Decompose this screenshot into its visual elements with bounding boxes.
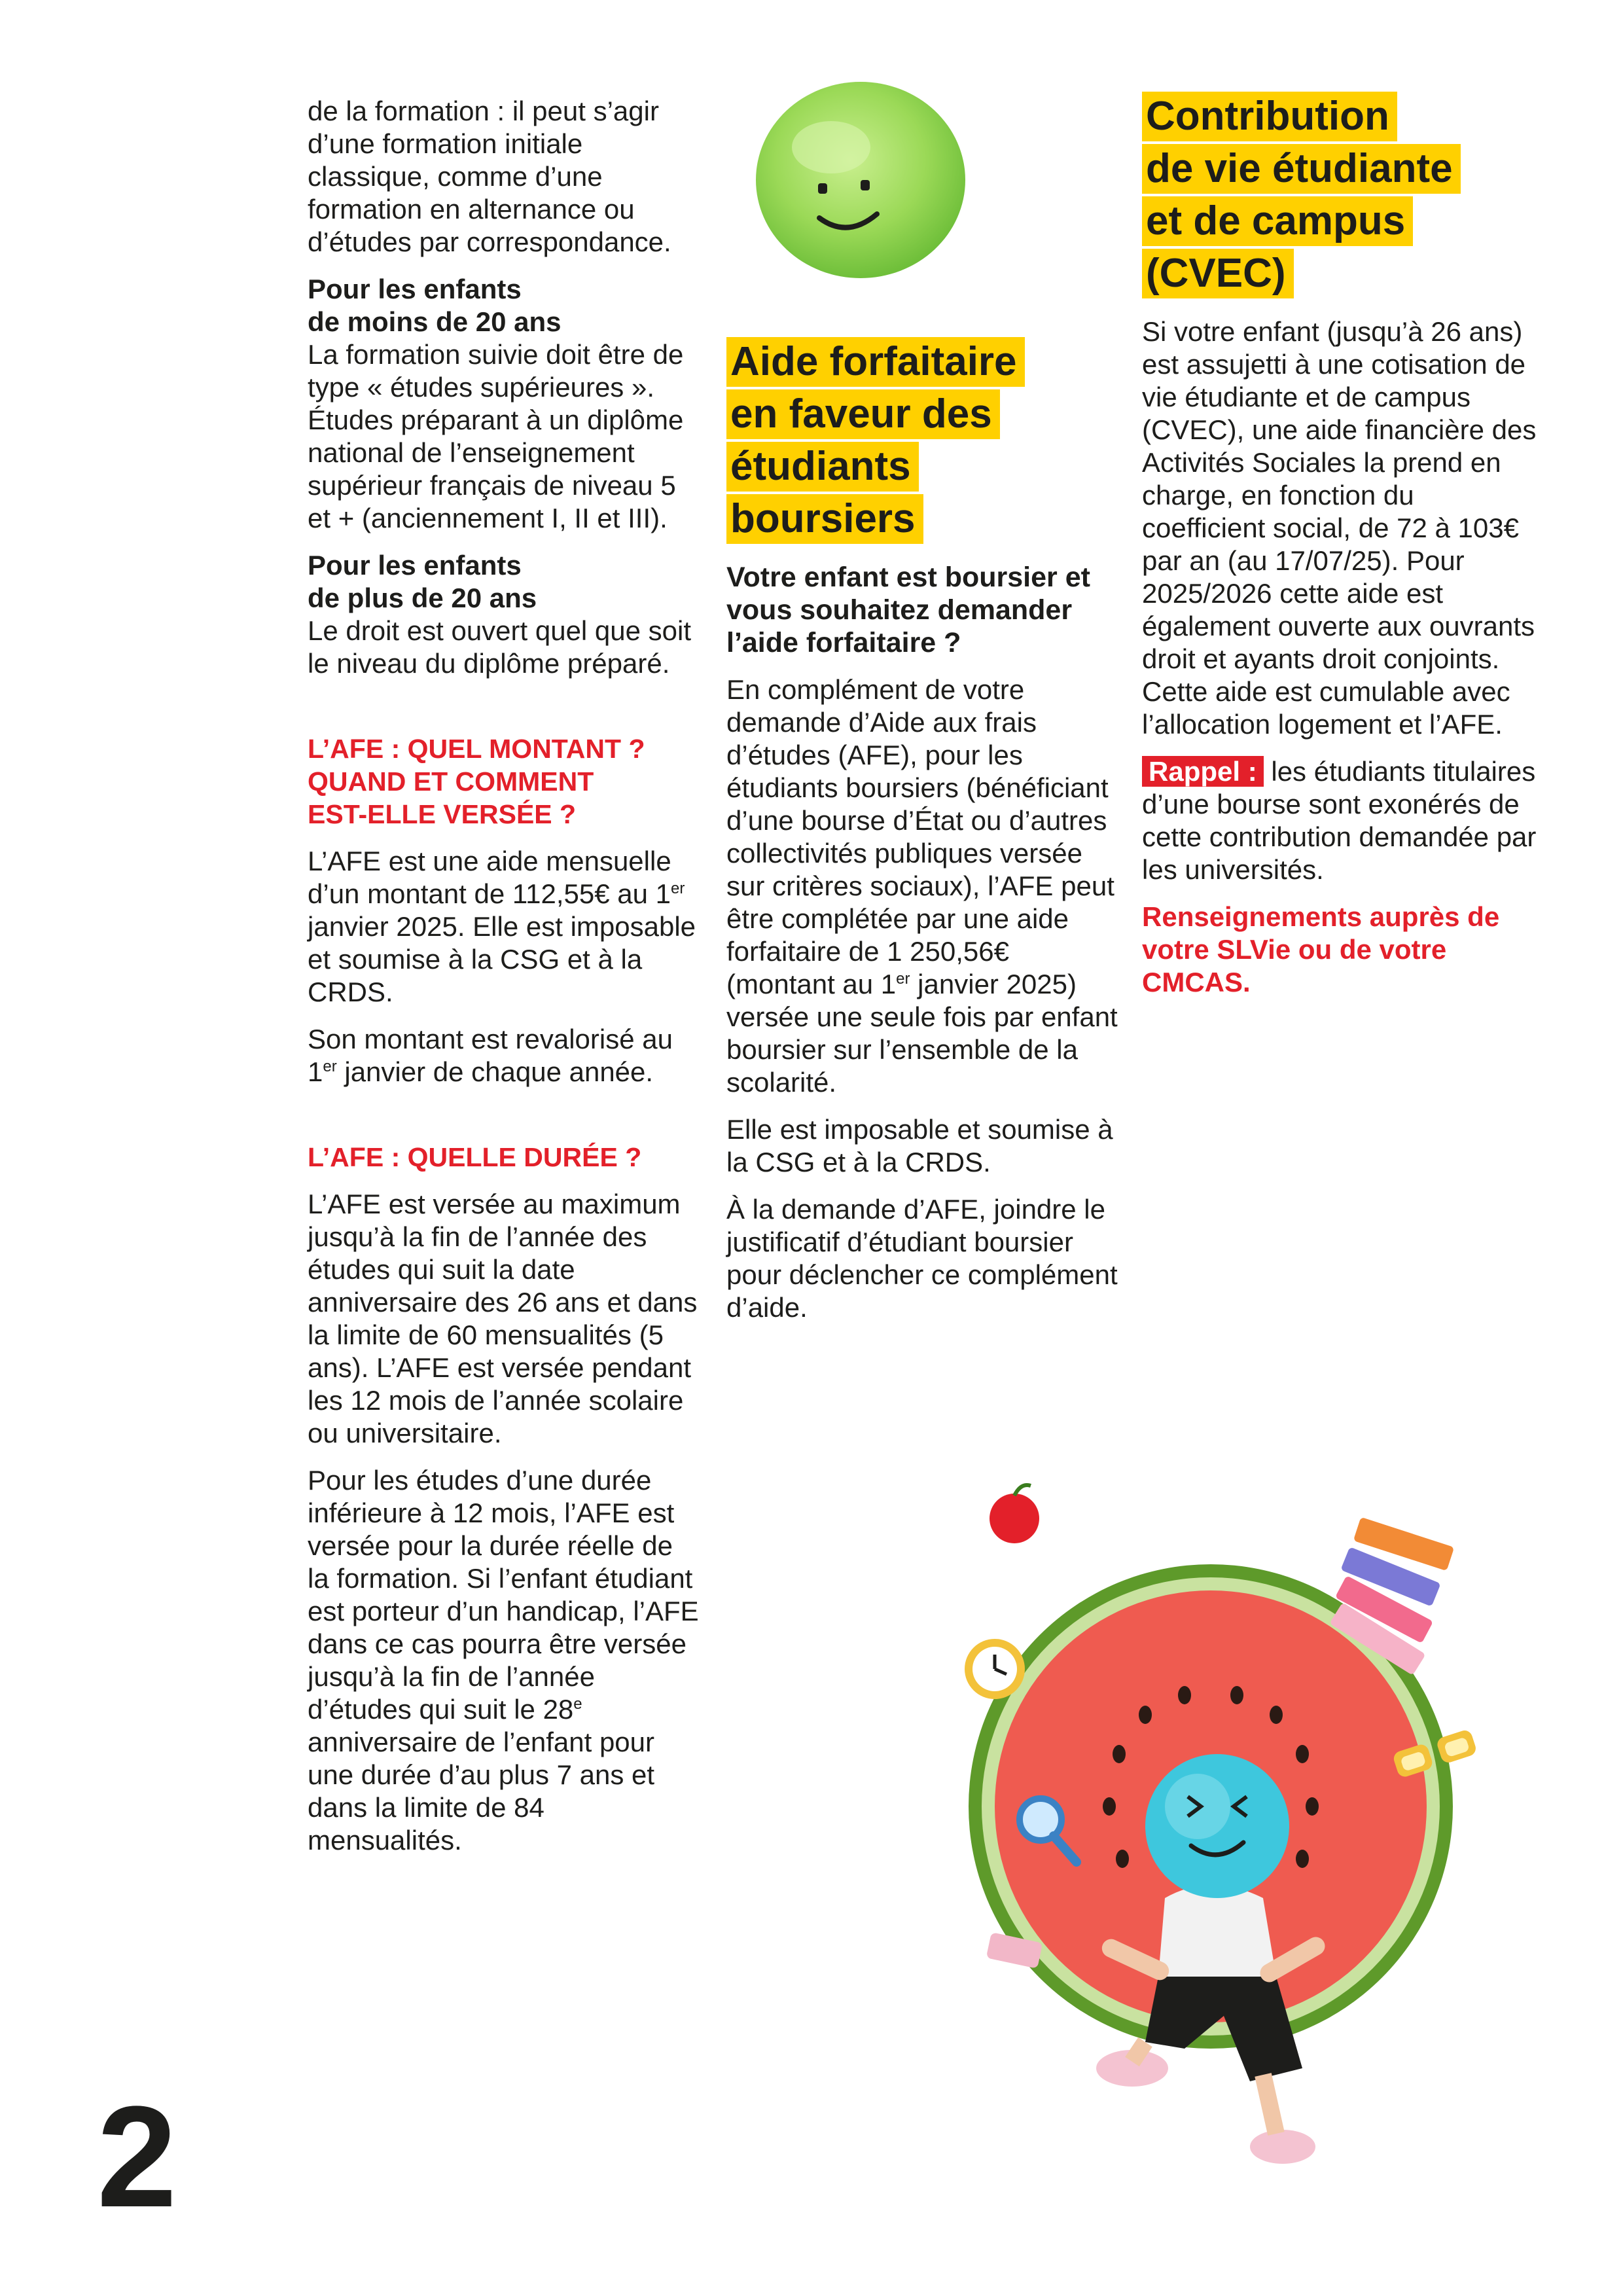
montant-p2-part-a: Son montant est revalorisé au 1 [308,1024,673,1087]
intro-text: de la formation : il peut s’agir d’une formation initiale classique, comme d’une formation en alternance ou d’études par correspondance. [308,96,671,257]
aide-p1-part-a: En complément de votre demande d’Aide aux frais d’études (AFE), pour les étudiants boursiers (bénéficiant d’une bourse d’État ou d’autres collectivités publiques versée sur critères sociaux), l’AFE peut être complétée par une aide forfaitaire de 1 250,56€ (montant au 1 [726,674,1115,999]
aide-paragraph-2: Elle est imposable et soumise à la CSG et à la CRDS. [726,1114,1113,1177]
montant-heading [308,732,700,831]
montant-paragraph-2 [308,1023,700,1088]
montant-heading-line1: L’AFE : QUEL MONTANT ? [308,734,645,764]
cvec-title [1142,92,1538,301]
montant-heading-line3: EST-ELLE VERSÉE ? [308,799,577,829]
smiley-left-eye [818,183,827,194]
green-smiley-illustration [740,75,982,285]
rappel-paragraph [1142,755,1538,886]
duree-paragraph-2 [308,1464,700,1857]
under20-heading-line1: Pour les enfants [308,274,522,304]
montant-heading-line2: QUAND ET COMMENT [308,766,594,797]
cvec-title-line1: Contribution [1142,92,1397,141]
montant-paragraph-1 [308,845,700,1009]
duree-p2-superscript: e [573,1695,582,1713]
under20-heading-line2: de moins de 20 ans [308,306,562,337]
aide-title-line1: Aide forfaitaire [726,337,1025,387]
cvec-title-line2: de vie étudiante [1142,144,1461,194]
rappel-badge: Rappel : [1142,756,1264,787]
montant-p1-superscript: er [671,880,685,897]
cvec-title-line3: et de campus [1142,196,1413,246]
rappel-text: les étudiants titulaires d’une bourse sont exonérés de cette contribution demandée par les universités. [1142,756,1537,885]
duree-heading: L’AFE : QUELLE DURÉE ? [308,1142,642,1172]
montant-p1-part-a: L’AFE est une aide mensuelle d’un montant de 112,55€ au 1 [308,846,671,909]
smiley-right-eye [861,180,870,190]
duree-p2-part-b: anniversaire de l’enfant pour une durée d’au plus 7 ans et dans la limite de 84 mensualités. [308,1727,655,1856]
over20-text: Le droit est ouvert quel que soit le niveau du diplôme préparé. [308,615,692,679]
aide-p1-part-b: janvier 2025) versée une seule fois par enfant boursier sur l’ensemble de la scolarité. [726,969,1118,1098]
over20-heading [308,549,700,615]
aide-title-line4: boursiers [726,494,923,544]
duree-paragraph-1: L’AFE est versée au maximum jusqu’à la fin de l’année des études qui suit la date anniversaire des 26 ans et dans la limite de 60 mensualités (5 ans). L’AFE est versée pendant les 12 mois de l’année scolaire ou universitaire. [308,1189,698,1448]
cvec-paragraph-1: Si votre enfant (jusqu’à 26 ans) est assujetti à une cotisation de vie étudiante et de campus (CVEC), une aide financière des Activités Sociales la prend en charge, en fonction du coefficient social, de 72 à 103€ par an (au 17/07/25). Pour 2025/2026 cette aide est également ouverte aux ouvrants droit et ayants droit conjoints. Cette aide est cumulable avec l’allocation logement et l’AFE. [1142,316,1537,740]
montant-p2-part-b: janvier de chaque année. [336,1056,654,1087]
aide-question: Votre enfant est boursier et vous souhaitez demander l’aide forfaitaire ? [726,562,1090,658]
montant-p2-superscript: er [323,1058,337,1075]
page-number: 2 [97,2076,177,2237]
aide-title-line2: en faveur des [726,389,1000,439]
duree-p2-part-a: Pour les études d’une durée inférieure à 12 mois, l’AFE est versée pour la durée réelle de la formation. Si l’enfant étudiant est porteur d’un handicap, l’AFE dans ce cas pourra être versée jusqu’à la fin de l’année d’études qui suit le 28 [308,1465,699,1725]
montant-p1-part-b: janvier 2025. Elle est imposable et soumise à la CSG et à la CRDS. [308,911,696,1007]
renseignements-text: Renseignements auprès de votre SLVie ou de votre CMCAS. [1142,901,1500,997]
aide-forfaitaire-title [726,337,1119,547]
under20-text: La formation suivie doit être de type « études supérieures ». Études préparant à un diplôme national de l’enseignement supérieur français de niveau 5 et + (anciennement I, II et III). [308,339,684,533]
green-blob-shape [756,82,965,278]
column-left [308,95,700,1857]
column-right [1142,92,1538,999]
apple-icon [990,1494,1039,1543]
over20-heading-line2: de plus de 20 ans [308,583,537,613]
column-middle [726,337,1119,1324]
under20-heading [308,273,700,338]
aide-paragraph-1 [726,673,1119,1099]
over20-heading-line1: Pour les enfants [308,550,522,581]
aide-paragraph-3: À la demande d’AFE, joindre le justificatif d’étudiant boursier pour déclencher ce complément d’aide. [726,1194,1118,1323]
child-watermelon-illustration [949,1479,1525,2232]
aide-p1-superscript: er [896,970,910,988]
aide-title-line3: étudiants [726,442,919,492]
cvec-title-line4: (CVEC) [1142,249,1294,298]
